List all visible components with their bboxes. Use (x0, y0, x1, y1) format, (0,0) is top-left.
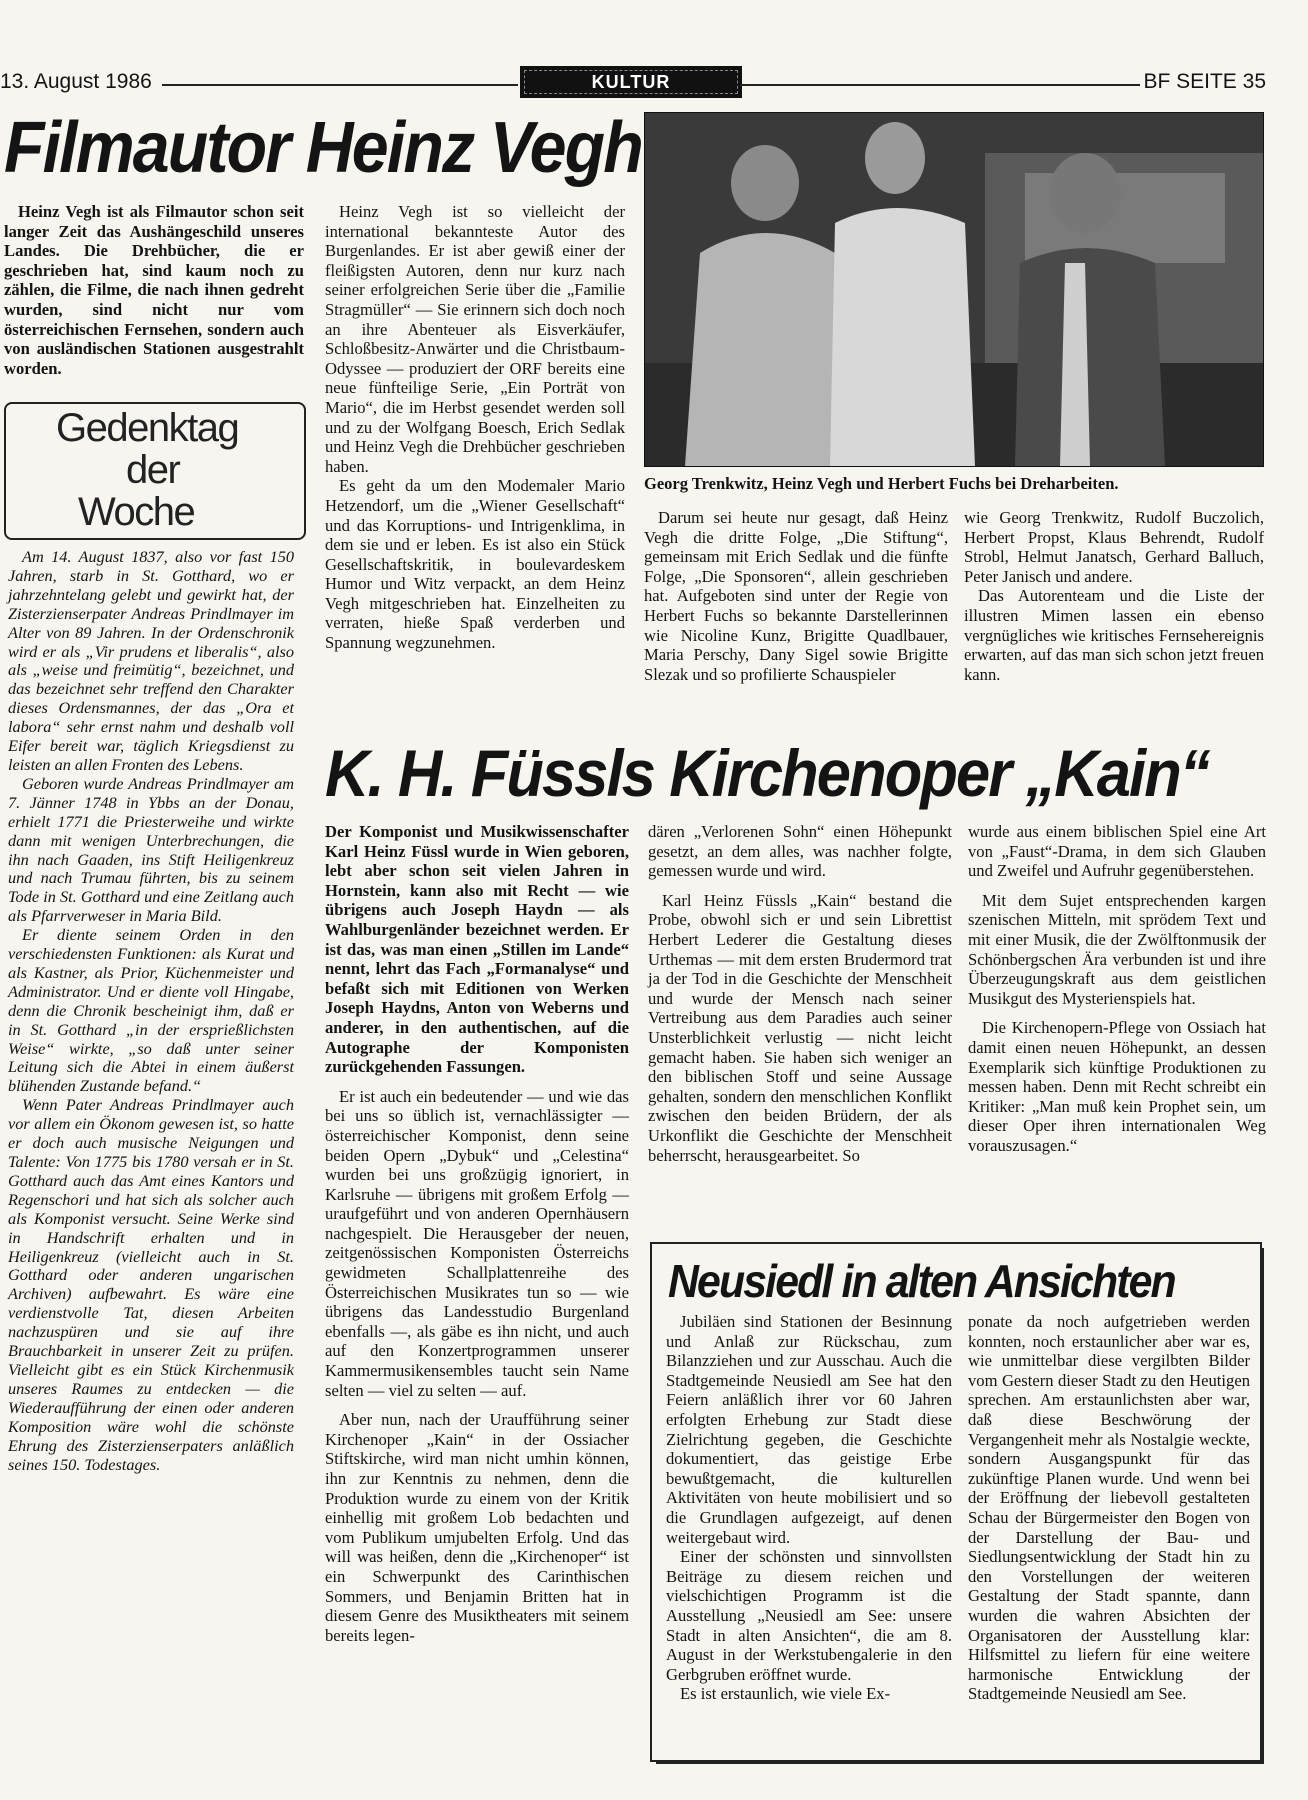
gedenktag-p2: Geboren wurde Andreas Prindlmayer am 7. Jänner 1748 in Ybbs an der Donau, erhielt 1771 die Priesterweihe und wirkte dann mit wenigen Unterbrechungen, die ihn nach Gaaden, ins Stift Heiligenkreuz und nach Trumau führten, bis zu seinem Tode in St. Gotthard und eine Zeitlang auch als Pfarrverweser in Maria Bild. (8, 773, 294, 926)
fuessl-column-1 (325, 822, 629, 1645)
fuessl-col1-p1: Er ist auch ein bedeutender — und wie das bei uns so üblich ist, vernachlässigter — österreichischer Komponist, denn seine beiden Opern „Dybuk“ und „Celestina“ wurden bei uns großzügig ignoriert, in Karlsruhe — übrigens mit großem Erfolg — uraufgeführt und von anderen Opernhäusern nachgespielt. Die Herausgeber der neuen, zeitgenössischen Komponisten Österreichs gewidmeten Schallplattenreihe des Österreichischen Musikrates tun so — wie übrigens das Landesstudio Burgenland ebenfalls —, als gäbe es ihn nicht, und auch auf den Konzertprogrammen unserer Kammermusikensembles taucht sein Name selten — viel zu selten — auf. (325, 1086, 629, 1400)
fuessl-col3-p2: Mit dem Sujet entsprechenden kargen szenischen Mitteln, mit sprödem Text und mit einer Musik, die der Zwölftonmusik der Schönbergschen Ära verbunden ist und ihre Überzeugungskraft aus dem geistlichen Musikgut des Mysterienspiels hat. (968, 890, 1266, 1008)
fuessl-col3-p1: wurde aus einem biblischen Spiel eine Art von „Faust“-Drama, in dem sich Glauben und Zweifel und Aufruhr gegenüberstehen. (968, 822, 1266, 881)
issue-date: 13. August 1986 (0, 70, 152, 93)
neusiedl-col1-p2: Einer der schönsten und sinnvollsten Beiträge zu diesem reichen und vielschichtigen Programm ist die Ausstellung „Neusiedl am See: unsere Stadt in alten Ansichten“, die am 8. August in der Werkstubengalerie in den Gerbgruben eröffnet wurde. (666, 1547, 952, 1684)
fuessl-col3-p3: Die Kirchenopern-Pflege von Ossiach hat damit einen neuen Höhepunkt, an dessen Exemplarik sich künftige Produktionen zu messen haben. Denn mit Recht schreibt ein Kritiker: „Man muß kein Prophet sein, um dieser Oper ihren internationalen Weg vorauszusagen.“ (968, 1018, 1266, 1155)
fuessl-lead: Der Komponist und Musikwissenschafter Karl Heinz Füssl wurde in Wien geboren, lebt aber schon seit vielen Jahren in Hornstein, kann also mit Recht — wie übrigens auch Joseph Haydn — als Wahlburgenländer bezeichnet werden. Er ist das, was man einen „Stillen im Lande“ nennt, lehrt das Fach „Formanalyse“ und befaßt sich mit Editionen von Werken Joseph Haydns, Anton von Weberns und anderer, in den authentischen, auf die Autographe der Komponisten zurückgehenden Fassungen. (325, 822, 629, 1077)
fuessl-col2-p1: dären „Verlorenen Sohn“ einen Höhepunkt gesetzt, an dem alles, was nachher folgte, gemessen wurde und wird. (648, 822, 952, 881)
gedenktag-title-line3: Woche (78, 490, 195, 534)
gedenktag-title-line2: der (126, 448, 180, 492)
neusiedl-column-1 (666, 1312, 952, 1704)
fuessl-column-2 (648, 822, 952, 1165)
vegh-col2-p2: Es geht da um den Modemaler Mario Hetzendorf, um die „Wiener Gesellschaft“ und das Korruptions- und Intrigenklima, in dem sie und er leben. Es ist also ein Stück Gesellschaftskritik, in boulevardeskem Humor und Witz verpackt, an dem Heinz Vegh mitgeschrieben hat. Einzelheiten zu verraten, hieße Spaß verderben und Spannung wegzunehmen. (325, 476, 625, 653)
neusiedl-col1-p3: Es ist erstaunlich, wie viele Ex- (680, 1684, 891, 1704)
header-rule-right (740, 84, 1140, 86)
photo-caption: Georg Trenkwitz, Heinz Vegh und Herbert Fuchs bei Dreharbeiten. (644, 474, 1119, 493)
neusiedl-column-2 (968, 1312, 1250, 1704)
gedenktag-column (8, 548, 294, 1474)
headline-vegh: Filmautor Heinz Vegh (4, 108, 642, 188)
gedenktag-title-box (4, 402, 306, 540)
section-label: KULTUR (520, 66, 742, 98)
gedenktag-p1: Am 14. August 1837, also vor fast 150 Jahren, starb in St. Gotthard, wo er jahrzehntelang gelebt und gewirkt hat, der Zisterzienserpater Andreas Prindlmayer im Alter von 89 Jahren. In der Ordenschronik wird er als „Vir prudens et liberalis“, also als „weise und freimütig“, bezeichnet, und das bezeichnet sehr treffend den Charakter dieses Ordensmannes, der das „Ora et labora“ sehr ernst nahm und deshalb voll Eifer bereit war, täglich Kriegsdienst zu leisten an allen Fronten des Lebens. (8, 547, 294, 774)
vegh-lead-text: Heinz Vegh ist als Filmautor schon seit langer Zeit das Aushängeschild unseres Landes. Die Drehbücher, die er geschrieben hat, sind kaum noch zu zählen, die Filme, die nach ihnen gedreht wurden, sind nicht nur vom österreichischen Fernsehen, sondern auch von ausländischen Stationen ausgestrahlt worden. (4, 202, 304, 378)
headline-fuessl: K. H. Füssls Kirchenoper „Kain“ (325, 736, 1209, 810)
gedenktag-p4: Wenn Pater Andreas Prindlmayer auch vor allem ein Ökonom gewesen ist, so hatte er doch auch musische Neigungen und Talente: Von 1775 bis 1780 versah er in St. Gotthard auch das Amt eines Kantors und Regenschori und hat sich als solcher auch als Komponist versucht. Seine Werke sind in Handschrift erhalten und in Heiligenkreuz (vielleicht auch in St. Gotthard oder anderen ungarischen Archiven) aufbewahrt. Es wäre eine verdienstvolle Tat, diesen Arbeiten nachzuspüren und sie auf ihre Brauchbarkeit in unserer Zeit zu prüfen. Vielleicht gibt es ein Stück Kirchenmusik unseres Raumes zu entdecken — die Wiederaufführung der einen oder anderen Komposition wäre wohl die schönste Ehrung des Zisterzienserpaters anläßlich seines 150. Todestages. (8, 1095, 294, 1474)
neusiedl-col2-p1: ponate da noch aufgetrieben werden konnten, noch erstaunlicher aber war es, wie unmittelbar diese vergilbten Bilder vom Gestern dieser Stadt zu den Heutigen sprechen. Am erstaunlichsten aber war, daß diese Beschwörung der Vergangenheit mehr als Nostalgie weckte, sondern Ausgangspunkt für das zukünftige Planen wurde. Und wenn bei der Eröffnung der liebevoll gestalteten Schau der Bürgermeister den Bogen von der Darstellung der Bau- und Siedlungsentwicklung der Stadt hin zu den Vorstellungen der weiteren Gestaltung der Stadt spannte, dann wurden die wahren Absichten der Organisatoren der Ausstellung klar: Hilfsmittel zu liefern für eine weitere harmonische Entwicklung der Stadtgemeinde Neusiedl am See. (968, 1312, 1250, 1704)
vegh-column-3 (644, 508, 948, 684)
vegh-column-4 (964, 508, 1264, 684)
vegh-col3-p1: Darum sei heute nur gesagt, daß Heinz Vegh die dritte Folge, „Die Stiftung“, gemeinsam mit Erich Sedlak und die fünfte Folge, „Die Sponsoren“, allein geschrieben hat. Aufgeboten sind unter der Regie von Herbert Fuchs so bekannte Darstellerinnen wie Nicoline Kunz, Brigitte Quadlbauer, Maria Perschy, Dany Sigel sowie Brigitte Slezak und so profilierte Schauspieler (644, 508, 948, 684)
fuessl-col1-p2: Aber nun, nach der Uraufführung seiner Kirchenoper „Kain“ in der Ossiacher Stiftskirche, wird man nicht umhin können, ihn zur Kenntnis zu nehmen, denn die Produktion wurde zu einem von der Kritik einhellig mit großem Lob bedachten und vom Publikum umjubelten Erfolg. Und das will was heißen, denn die „Kirchenoper“ ist ein Schwerpunkt des Carinthischen Sommers, und Benjamin Britten hat in diesem Genre des Musiktheaters mit seinem bereits legen- (325, 1410, 629, 1645)
gedenktag-p3: Er diente seinem Orden in den verschiedensten Funktionen: als Kurat und als Kastner, als Prior, Küchenmeister und Administrator. Und er diente voll Hingabe, denn die Chronik bescheinigt ihm, daß er in St. Gotthard „in der ersprießlichsten Weise“ wirkte, „so daß unter seiner Leitung sich die Abtei in einem äußerst blühenden Zustande befand.“ (8, 925, 294, 1096)
vegh-col2-p1: Heinz Vegh ist so vielleicht der international bekannteste Autor des Burgenlandes. Er ist aber gewiß einer der fleißigsten Autoren, denn nur kurz nach seiner erfolgreichen Serie über die „Familie Stragmüller“ — Sie erinnern sich doch noch an ihre Abenteuer als Eisverkäufer, Schloßbesitz-Anwärter und die Christbaum-Odyssee — produziert der ORF bereits eine neue fünfteilige Serie, „Ein Porträt von Mario“, die im Herbst gesendet werden soll und zu der Wolfgang Boesch, Erich Sedlak und Heinz Vegh die Drehbücher geschrieben haben. (325, 202, 625, 476)
fuessl-col2-p2: Karl Heinz Füssls „Kain“ bestand die Probe, obwohl sich er und sein Librettist Herbert Lederer die Gestaltung dieses Urthemas — mit dem ersten Brudermord trat ja der Tod in die Geschichte der Menschheit und wurde der Mensch nach seiner Vertreibung aus dem Paradies auch seiner Unsterblichkeit verlustig — nicht leicht gemacht haben. Sie haben sich weniger an den biblischen Stoff und seine Aussage gehalten, sondern den menschlichen Konflikt zwischen den beiden Brüdern, der als Urkonflikt die Geschichte der Menschheit beherrscht, herausgearbeitet. So (648, 890, 952, 1165)
headline-neusiedl: Neusiedl in alten Ansichten (668, 1255, 1175, 1307)
header-rule-left (162, 84, 518, 86)
vegh-lead (4, 202, 304, 378)
page-number: BF SEITE 35 (1143, 70, 1266, 93)
vegh-column-2 (325, 202, 625, 653)
gedenktag-title-line1: Gedenktag (56, 406, 239, 450)
vegh-col4-p2: Das Autorenteam und die Liste der illustren Mimen lassen ein ebenso vergnügliches wie kritisches Fernsehereignis erwarten, auf das man sich schon jetzt freuen kann. (964, 586, 1264, 684)
photo-illustration (645, 113, 1263, 466)
neusiedl-col1-p1: Jubiläen sind Stationen der Besinnung und Anlaß zur Rückschau, zum Bilanzziehen und zur Ausschau. Auch die Stadtgemeinde Neusiedl am See hat den Feiern anläßlich ihrer vor 60 Jahren erfolgten Erhebung zur Stadt diese Zielrichtung gegeben, die Geschichte dokumentiert, das geistige Erbe bewußtgemacht, die kulturellen Aktivitäten von heute mobilisiert und so die Grundlagen aufgezeigt, auf denen weitergebaut wird. (666, 1312, 952, 1547)
vegh-col4-p1: wie Georg Trenkwitz, Rudolf Buczolich, Herbert Propst, Klaus Behrendt, Rudolf Strobl, Helmut Janatsch, Gerhard Balluch, Peter Janisch und andere. (964, 508, 1264, 586)
photo-dreharbeiten (644, 112, 1264, 467)
fuessl-column-3 (968, 822, 1266, 1156)
